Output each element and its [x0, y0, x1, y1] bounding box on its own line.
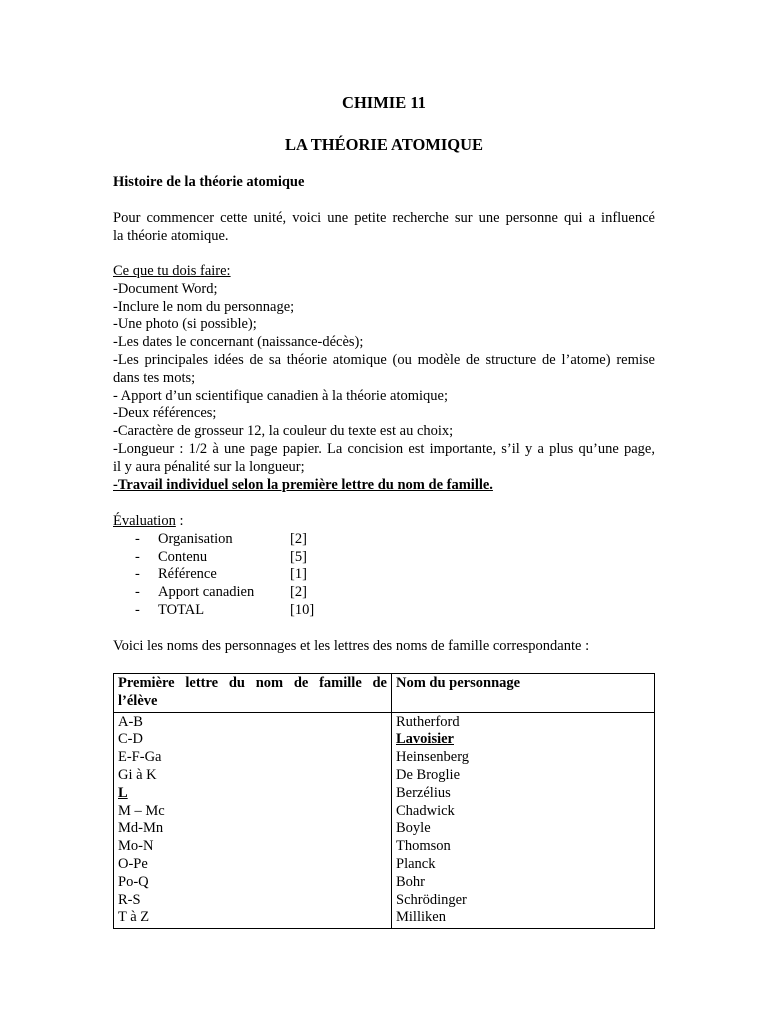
- evaluation-section: [113, 513, 655, 620]
- highlighted-letter: L: [118, 784, 128, 801]
- evaluation-colon: :: [175, 513, 184, 529]
- criterion-points: [1]: [290, 566, 307, 583]
- criterion-label: Contenu: [158, 548, 208, 565]
- assignment-table: [113, 673, 655, 929]
- evaluation-row: - Contenu [5]: [135, 548, 307, 565]
- intro-line: Pour commencer cette unité, voici une petite recherche sur une personne qui a influencé: [113, 210, 655, 226]
- instructions-heading: Ce que tu dois faire:: [113, 263, 231, 279]
- instruction-item: -Caractère de grosseur 12, la couleur du texte est au choix;: [113, 423, 454, 440]
- criterion-label: Organisation: [158, 530, 233, 547]
- letters-cell: A-B C-D E-F-Ga Gi à K L M – Mc Md-Mn Mo-N O-Pe Po-Q R-S T à Z: [114, 712, 392, 929]
- instruction-item: -Les dates le concernant (naissance-décès);: [113, 334, 364, 351]
- instructions-list: [113, 263, 655, 494]
- instruction-item: -Deux références;: [113, 405, 217, 422]
- unit-title: LA THÉORIE ATOMIQUE: [284, 135, 484, 154]
- instruction-item: -Longueur : 1/2 à une page papier. La concision est importante, s’il y a plus qu’une page,: [113, 440, 655, 457]
- criterion-points: [2]: [290, 584, 307, 601]
- evaluation-row: - Référence [1]: [135, 566, 307, 583]
- course-title: CHIMIE 11: [342, 93, 426, 112]
- instruction-item: -Document Word;: [113, 280, 218, 297]
- table-header-row: [114, 674, 655, 713]
- instruction-item: dans tes mots;: [113, 369, 196, 386]
- section-title: Histoire de la théorie atomique: [113, 174, 305, 190]
- assignment-table-wrap: [113, 673, 655, 929]
- highlighted-name: Lavoisier: [396, 731, 454, 748]
- names-cell: Rutherford Lavoisier Heinsenberg De Broglie Berzélius Chadwick Boyle Thomson Planck Bohr Schrödinger Milliken: [392, 712, 655, 929]
- instruction-item: - Apport d’un scientifique canadien à la théorie atomique;: [113, 387, 448, 404]
- criterion-points: [2]: [290, 530, 307, 547]
- intro-paragraph: [113, 210, 655, 246]
- instruction-item: -Une photo (si possible);: [113, 316, 257, 333]
- criterion-label: TOTAL: [158, 601, 205, 618]
- col1-header: Première lettre du nom de famille de l’élève: [114, 674, 392, 713]
- evaluation-row: - TOTAL [10]: [135, 601, 315, 618]
- table-intro: Voici les noms des personnages et les lettres des noms de famille correspondante :: [113, 638, 590, 654]
- evaluation-row: - Organisation [2]: [135, 530, 307, 547]
- criterion-label: Apport canadien: [158, 584, 255, 601]
- criterion-points: [10]: [290, 601, 315, 618]
- col2-header: Nom du personnage: [392, 674, 655, 713]
- evaluation-row: - Apport canadien [2]: [135, 584, 307, 601]
- criterion-label: Référence: [158, 566, 217, 583]
- intro-line: la théorie atomique.: [113, 227, 229, 244]
- instruction-item: -Inclure le nom du personnage;: [113, 298, 295, 315]
- table-row: [114, 712, 655, 929]
- instruction-emphasis: -Travail individuel selon la première lettre du nom de famille.: [113, 476, 493, 493]
- evaluation-heading: Évaluation: [113, 513, 176, 529]
- instruction-item: il y aura pénalité sur la longueur;: [113, 458, 305, 475]
- criterion-points: [5]: [290, 548, 307, 565]
- instruction-item: -Les principales idées de sa théorie atomique (ou modèle de structure de l’atome) remise: [113, 351, 655, 368]
